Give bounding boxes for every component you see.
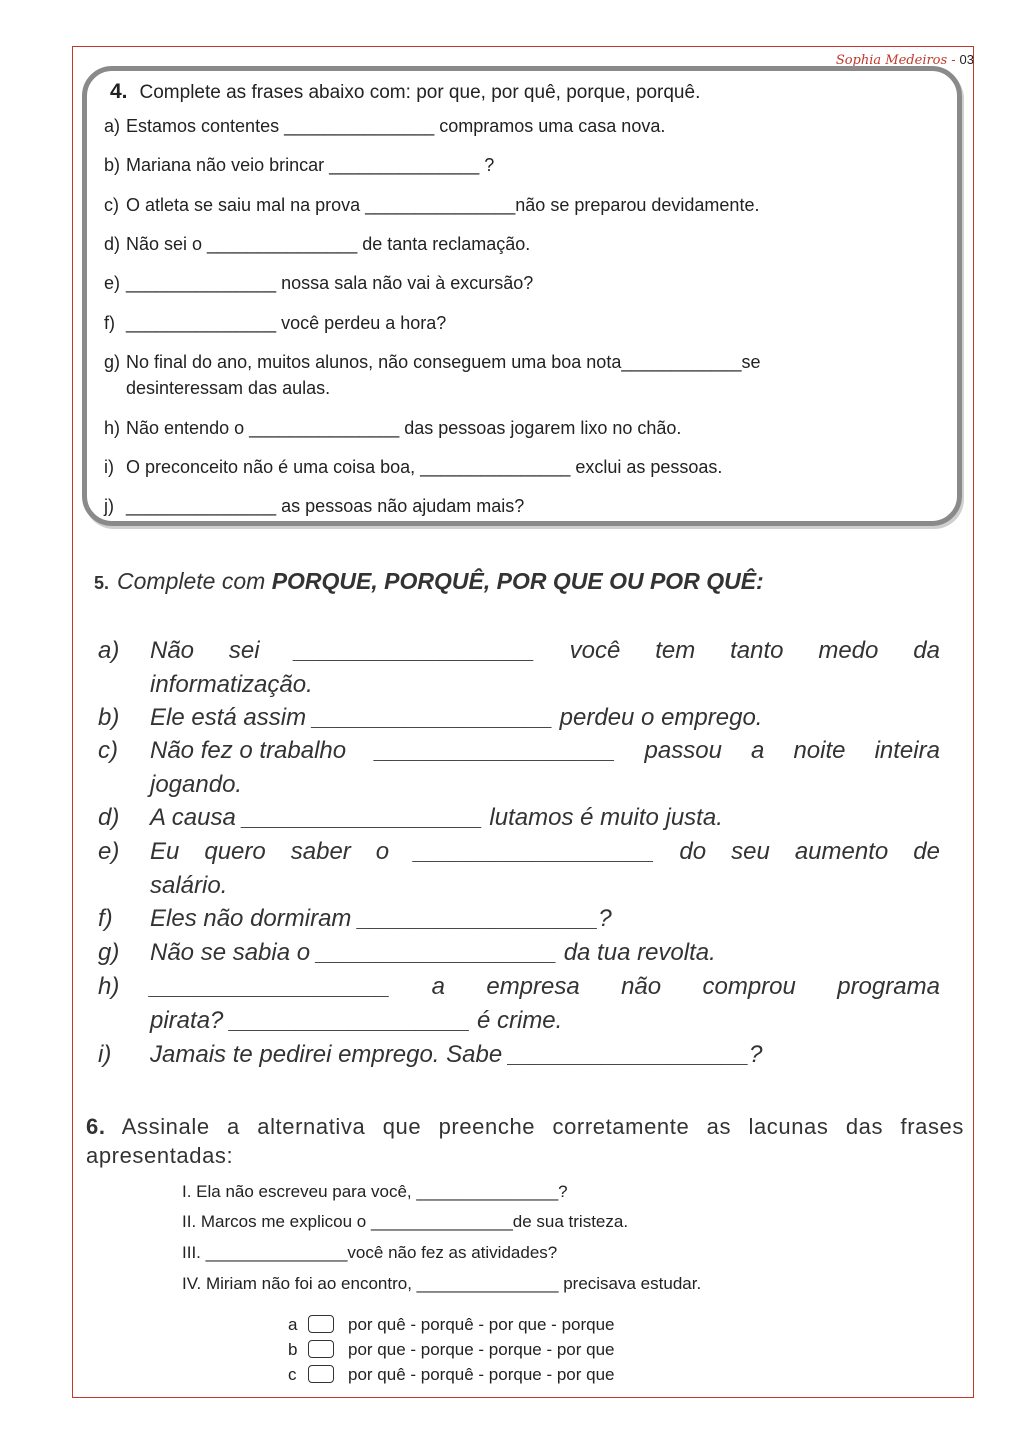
q4-item-e[interactable]: e) _______________ nossa sala não vai à excursão? bbox=[104, 273, 534, 293]
q4-item-j[interactable]: j) _______________ as pessoas não ajudam mais? bbox=[104, 496, 525, 516]
q5-item-e[interactable]: Eu quero saber o __________________ do seu aumento de bbox=[150, 838, 940, 865]
q5-item-i[interactable]: Jamais te pedirei emprego. Sabe __________________? bbox=[150, 1041, 763, 1068]
q5-letter-a: a) bbox=[98, 637, 120, 664]
q5-letter-d: d) bbox=[98, 804, 120, 831]
question-number: 5. bbox=[94, 573, 110, 593]
q6-option-b[interactable]: b por que - porque - porque - por que bbox=[288, 1340, 615, 1359]
q4-item-a[interactable]: a) Estamos contentes _______________ compramos uma casa nova. bbox=[104, 116, 666, 136]
option-c-checkbox[interactable] bbox=[308, 1365, 334, 1383]
q5-letter-g: g) bbox=[98, 939, 120, 966]
q5-item-b[interactable]: Ele está assim __________________ perdeu o emprego. bbox=[150, 704, 763, 731]
q6-sentence-1[interactable]: I. Ela não escreveu para você, _______________? bbox=[182, 1182, 568, 1201]
q4-item-g[interactable]: g) No final do ano, muitos alunos, não conseguem uma boa nota____________se bbox=[104, 352, 761, 372]
q5-letter-e: e) bbox=[98, 838, 120, 865]
q4-item-c[interactable]: c) O atleta se saiu mal na prova _______________não se preparou devidamente. bbox=[104, 195, 760, 215]
q5-item-h-continuation: pirata? __________________ é crime. bbox=[150, 1007, 563, 1034]
q5-letter-i: i) bbox=[98, 1041, 112, 1068]
q5-item-h[interactable]: __________________ a empresa não comprou programa bbox=[150, 973, 940, 1000]
q4-item-b[interactable]: b) Mariana não veio brincar _______________ ? bbox=[104, 155, 495, 175]
q6-option-a[interactable]: a por quê - porquê - por que - porque bbox=[288, 1315, 615, 1334]
q5-letter-c: c) bbox=[98, 737, 118, 764]
q5-item-c[interactable]: Não fez o trabalho __________________ passou a noite inteira bbox=[150, 737, 940, 764]
q4-item-i[interactable]: i) O preconceito não é uma coisa boa, _______________ exclui as pessoas. bbox=[104, 457, 723, 477]
option-a-checkbox[interactable] bbox=[308, 1315, 334, 1333]
q4-item-f[interactable]: f) _______________ você perdeu a hora? bbox=[104, 313, 447, 333]
q6-sentence-4[interactable]: IV. Miriam não foi ao encontro, _______________ precisava estudar. bbox=[182, 1274, 702, 1293]
q4-item-d[interactable]: d) Não sei o _______________ de tanta reclamação. bbox=[104, 234, 531, 254]
question-4-title: 4. Complete as frases abaixo com: por que, por quê, porque, porquê. bbox=[110, 80, 701, 103]
author-signature: Sophia Medeiros bbox=[835, 53, 948, 68]
q5-item-c-continuation: jogando. bbox=[150, 771, 243, 798]
q5-item-d[interactable]: A causa __________________ lutamos é muito justa. bbox=[150, 804, 723, 831]
page-header: Sophia Medeiros - 03 bbox=[835, 52, 974, 68]
q5-letter-f: f) bbox=[98, 905, 113, 932]
q5-item-a-continuation: informatização. bbox=[150, 671, 313, 698]
question-6-title: 6. Assinale a alternativa que preenche corretamente as lacunas das frases apresentadas: bbox=[86, 1114, 964, 1168]
q6-sentence-3[interactable]: III. _______________você não fez as atividades? bbox=[182, 1243, 558, 1262]
q5-item-e-continuation: salário. bbox=[150, 872, 228, 899]
question-number: 6. bbox=[86, 1114, 106, 1139]
q6-sentence-2[interactable]: II. Marcos me explicou o _______________de sua tristeza. bbox=[182, 1212, 629, 1231]
q5-letter-h: h) bbox=[98, 973, 120, 1000]
question-number: 4. bbox=[110, 80, 128, 103]
q5-item-f[interactable]: Eles não dormiram __________________? bbox=[150, 905, 612, 932]
q4-item-h[interactable]: h) Não entendo o _______________ das pessoas jogarem lixo no chão. bbox=[104, 418, 682, 438]
q5-item-a[interactable]: Não sei __________________ você tem tanto medo da bbox=[150, 637, 940, 664]
q4-item-g-continuation: desinteressam das aulas. bbox=[126, 378, 331, 398]
option-b-checkbox[interactable] bbox=[308, 1340, 334, 1358]
q6-option-c[interactable]: c por quê - porquê - porque - por que bbox=[288, 1365, 615, 1384]
q5-item-g[interactable]: Não se sabia o __________________ da tua revolta. bbox=[150, 939, 716, 966]
q5-letter-b: b) bbox=[98, 704, 120, 731]
page-number: 03 bbox=[959, 52, 974, 67]
question-5-title: 5. Complete com PORQUE, PORQUÊ, POR QUE OU POR QUÊ: bbox=[94, 568, 764, 594]
